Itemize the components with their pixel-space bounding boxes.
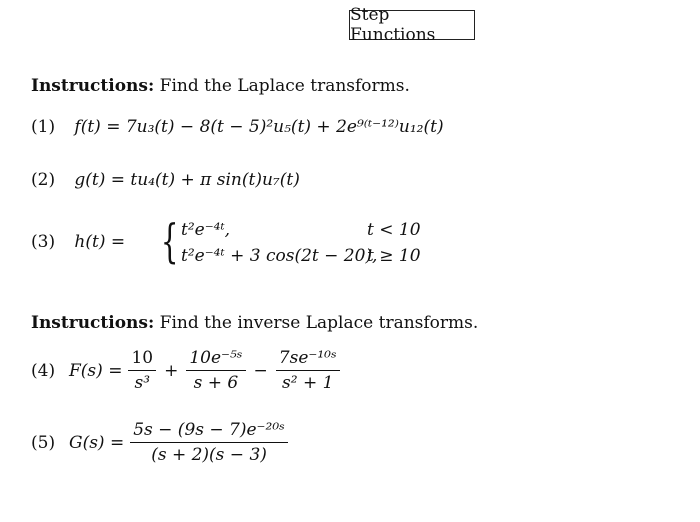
instructions-label: Instructions: bbox=[31, 76, 155, 96]
problem-2-expression: g(t) = tu₄(t) + π sin(t)u₇(t) bbox=[74, 170, 300, 190]
fraction-2 bbox=[186, 348, 245, 393]
problem-4 bbox=[31, 348, 344, 393]
problem-number: (3) bbox=[31, 232, 56, 252]
fraction-denominator: s + 6 bbox=[193, 373, 239, 393]
problem-1-expression: f(t) = 7u₃(t) − 8(t − 5)²u₅(t) + 2e⁹⁽ᵗ⁻¹²⁾u₁₂(t) bbox=[74, 117, 444, 137]
fraction bbox=[130, 420, 288, 465]
problem-number: (5) bbox=[31, 432, 56, 453]
case-2-expression: t²e⁻⁴ᵗ + 3 cos(2t − 20), bbox=[181, 246, 378, 266]
page-title-text: Step Functions bbox=[350, 5, 436, 45]
problem-number: (2) bbox=[31, 170, 56, 190]
case-2-condition: t ≥ 10 bbox=[367, 246, 421, 266]
plus-operator: + bbox=[164, 360, 179, 381]
problem-5-lhs: G(s) = bbox=[69, 432, 125, 453]
problem-number: (4) bbox=[31, 360, 56, 381]
problem-2 bbox=[31, 170, 300, 190]
problem-3 bbox=[31, 214, 451, 274]
case-1-expression: t²e⁻⁴ᵗ, bbox=[181, 220, 231, 240]
instructions-label: Instructions: bbox=[31, 313, 155, 333]
case-1-condition: t < 10 bbox=[367, 220, 421, 240]
left-brace: { bbox=[160, 214, 179, 268]
fraction-denominator: s³ bbox=[134, 373, 151, 393]
fraction-3 bbox=[276, 348, 340, 393]
problem-number: (1) bbox=[31, 117, 56, 137]
instructions-laplace bbox=[31, 76, 410, 96]
problem-1 bbox=[31, 117, 444, 137]
minus-operator: − bbox=[253, 360, 268, 381]
fraction-denominator: s² + 1 bbox=[282, 373, 334, 393]
instructions-inverse-laplace bbox=[31, 313, 478, 333]
problem-5 bbox=[31, 420, 292, 465]
problem-3-lhs: h(t) = bbox=[74, 232, 126, 252]
fraction-denominator: (s + 2)(s − 3) bbox=[151, 445, 267, 465]
instructions-text: Find the Laplace transforms. bbox=[159, 76, 410, 96]
fraction-numerator: 7se⁻¹⁰ˢ bbox=[276, 348, 340, 371]
fraction-numerator: 5s − (9s − 7)e⁻²⁰ˢ bbox=[130, 420, 288, 443]
problem-3-label bbox=[31, 232, 125, 252]
fraction-1 bbox=[128, 348, 156, 393]
page-title bbox=[349, 5, 475, 45]
fraction-numerator: 10e⁻⁵ˢ bbox=[186, 348, 245, 371]
fraction-numerator: 10 bbox=[128, 348, 156, 371]
instructions-text: Find the inverse Laplace transforms. bbox=[159, 313, 479, 333]
problem-4-lhs: F(s) = bbox=[69, 360, 123, 381]
